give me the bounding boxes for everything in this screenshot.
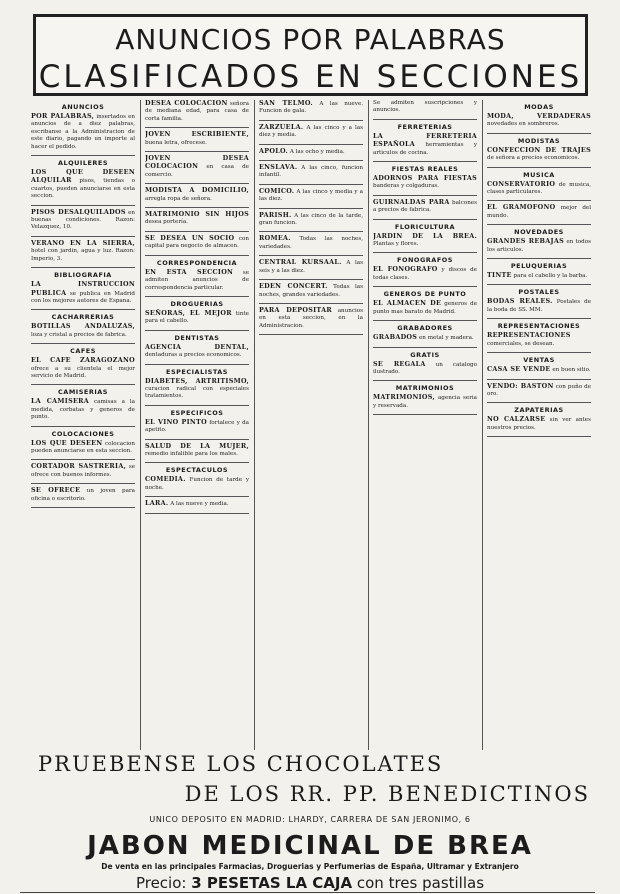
ad-text: insertados en anuncios de a diez palabras, escribanse a la Administracion de este diario, pagando un importe al hacer el pedido. xyxy=(31,114,135,150)
section-heading: CAFES xyxy=(70,347,96,356)
section-heading: ANUNCIOS xyxy=(61,103,105,111)
ad-separator xyxy=(145,496,249,497)
deposito-line: UNICO DEPOSITO EN MADRID: LHARDY, CARRERA DE SAN JERONIMO, 6 xyxy=(149,815,471,824)
ad-headline: EL FONOGRAFO xyxy=(373,265,438,274)
section-heading: ESPECTACULOS xyxy=(165,466,229,475)
classified-ad xyxy=(145,310,249,326)
ad-headline: MODA, VERDADERAS xyxy=(487,112,591,120)
section-heading: BIBLIOGRAFIA xyxy=(54,271,112,280)
chocolates-headline-1: PRUEBENSE LOS CHOCOLATES xyxy=(38,752,444,776)
ad-headline: APOLO. xyxy=(259,146,289,155)
ad-column xyxy=(487,100,591,750)
section-heading: VENTAS xyxy=(523,356,555,365)
ad-text: de musica, clases particulares. xyxy=(487,181,591,196)
ad-headline: EL ALMACEN DE xyxy=(373,299,442,308)
ad-text: A las ocho y media. xyxy=(289,148,345,155)
ad-headline: POR PALABRAS, xyxy=(31,112,95,120)
section-heading: POSTALES xyxy=(518,288,560,297)
ad-text: Postales de la boda de SS. MM. xyxy=(487,299,591,313)
ad-text: en buenas condiciones. Razon: Velazquez, 10. xyxy=(31,209,135,231)
classified-ad xyxy=(145,419,249,435)
ad-text: mejor del mundo. xyxy=(487,205,591,219)
classified-ad xyxy=(145,235,249,251)
ad-columns xyxy=(31,100,591,750)
ad-headline: LARA. xyxy=(145,499,169,508)
ad-headline: ZARZUELA. xyxy=(259,122,304,131)
ad-headline: EL GRAMOFONO xyxy=(487,203,556,212)
classified-ad xyxy=(259,100,363,116)
ad-separator xyxy=(487,352,591,353)
section-heading: MODISTAS xyxy=(517,136,561,145)
ad-headline: JARDIN DE LA BREA. xyxy=(373,231,477,240)
ad-text: Plantas y flores. xyxy=(373,241,419,248)
ad-separator xyxy=(259,334,363,335)
classified-ad xyxy=(259,188,363,204)
ad-text: camisas a la medida, corbatas y generos de punto. xyxy=(31,399,135,421)
section-heading: FIESTAS REALES xyxy=(391,165,459,174)
column-rule xyxy=(482,100,483,750)
ad-separator xyxy=(31,459,135,460)
ad-separator xyxy=(487,379,591,380)
ad-text: loza y cristal a precios de fabrica. xyxy=(31,331,127,338)
section-heading: ESPECIFICOS xyxy=(170,408,224,417)
ad-headline: SALUD DE LA MUJER, xyxy=(145,441,249,450)
ad-separator xyxy=(31,343,135,344)
ad-text: se admiten anuncios de correspondencia particular. xyxy=(145,269,249,291)
ad-headline: NO CALZARSE xyxy=(487,415,546,424)
ad-text: señora de mediana edad, para casa de corta familia. xyxy=(145,101,249,122)
ad-separator xyxy=(31,309,135,310)
classified-ad xyxy=(487,204,591,220)
classified-ad xyxy=(373,100,477,115)
classified-ad xyxy=(145,211,249,227)
ad-headline: ENSLAVA. xyxy=(259,163,298,172)
section-heading: FONOGRAFOS xyxy=(397,256,453,265)
ad-headline: CORTADOR SASTRERIA, xyxy=(31,462,127,471)
ad-text: buena letra, ofrecese. xyxy=(145,139,207,146)
ad-text: A las cinco, funcion infantil. xyxy=(259,165,363,179)
ad-separator xyxy=(487,258,591,259)
ad-separator xyxy=(145,183,249,184)
ad-text: A las cinco de la tarde, gran funcion. xyxy=(259,212,363,227)
classified-ad xyxy=(145,155,249,179)
ad-separator xyxy=(145,364,249,365)
ad-text: de señora a precios economicos. xyxy=(487,155,580,162)
ad-separator xyxy=(145,127,249,128)
ad-headline: JOVEN DESEA COLOCACION xyxy=(145,154,249,171)
ad-text: colocacion pueden anunciarse en esta seccion. xyxy=(31,440,135,454)
column-rule xyxy=(140,100,141,750)
ad-text: un joven para oficina o escritorio. xyxy=(31,488,135,502)
classified-ad xyxy=(373,266,477,282)
ad-headline: MATRIMONIOS, xyxy=(373,393,435,402)
ad-separator xyxy=(259,120,363,121)
chocolates-headline-2: DE LOS RR. PP. BENEDICTINOS xyxy=(184,782,590,806)
ad-headline: DESEA COLOCACION xyxy=(145,100,228,107)
precio-prefix: Precio: xyxy=(135,874,187,892)
section-heading: GRABADORES xyxy=(397,324,453,333)
classified-ad xyxy=(259,283,363,299)
ad-text: con puño de oro. xyxy=(487,383,591,397)
ad-separator xyxy=(259,160,363,161)
ad-column xyxy=(31,100,135,750)
precio-line xyxy=(0,874,620,892)
section-heading: FLORICULTURA xyxy=(394,222,456,231)
ad-text: novedades en sombreros. xyxy=(487,121,560,128)
ad-text: hotel con jardin, agua y luz. Razon: Imperio, 3. xyxy=(31,248,135,262)
section-heading: PELUQUERIAS xyxy=(510,262,568,271)
ad-separator xyxy=(373,347,477,348)
ad-headline: LA FERRETERIA ESPAÑOLA xyxy=(373,131,477,149)
ad-text: un catalogo ilustrado. xyxy=(373,361,477,375)
ad-text: banderas y colgaduras. xyxy=(373,183,440,190)
ad-separator xyxy=(373,286,477,287)
ad-text: A las cinco y media y a las diez. xyxy=(259,188,363,203)
section-heading: DROGUERIAS xyxy=(170,299,224,308)
ad-headline: COMICO. xyxy=(259,186,295,195)
classified-ad xyxy=(487,272,591,280)
ad-headline: SE REGALA xyxy=(373,359,426,368)
classified-ad xyxy=(373,300,477,316)
classified-ad xyxy=(487,238,591,254)
classified-ad xyxy=(259,259,363,275)
classified-ad xyxy=(31,169,135,201)
ad-column xyxy=(145,100,249,750)
classified-ad xyxy=(487,147,591,163)
ad-separator xyxy=(259,144,363,145)
ad-headline: PARISH. xyxy=(259,210,292,219)
ad-text: en casa de comercio. xyxy=(145,164,249,178)
classified-ad xyxy=(31,323,135,339)
ad-separator xyxy=(487,318,591,319)
classified-ad xyxy=(487,181,591,197)
classified-ad xyxy=(487,332,591,348)
classified-ad xyxy=(259,212,363,228)
ad-separator xyxy=(373,380,477,381)
ad-headline: BOTILLAS ANDALUZAS, xyxy=(31,322,135,331)
ad-headline: AGENCIA DENTAL, xyxy=(145,342,249,351)
section-heading: CACHARRERIAS xyxy=(51,313,115,322)
ad-text: sin ver antes nuestros precios. xyxy=(487,417,591,431)
header-box xyxy=(33,14,588,96)
section-heading: NOVEDADES xyxy=(514,228,564,237)
ad-headline: EN ESTA SECCION xyxy=(145,267,234,276)
ad-text: agencia seria y reservada. xyxy=(373,395,477,409)
ad-headline: DIABETES, ARTRITISMO, xyxy=(145,376,249,385)
ad-headline: LOS QUE DESEEN xyxy=(31,438,103,447)
classified-ad xyxy=(31,463,135,479)
classified-ad xyxy=(259,124,363,140)
ad-separator xyxy=(145,151,249,152)
ad-headline: CONFECCION DE TRAJES xyxy=(487,145,591,154)
section-heading: MODAS xyxy=(524,103,554,111)
bottom-rule xyxy=(20,892,595,893)
ad-headline: COMEDIA. xyxy=(145,475,186,484)
ad-headline: JOVEN ESCRIBIENTE, xyxy=(145,130,249,139)
ad-headline: EL VINO PINTO xyxy=(145,417,207,426)
classified-ad xyxy=(259,235,363,251)
ad-headline: REPRESENTACIONES xyxy=(487,331,571,340)
ad-text: Funcion de tarde y noche. xyxy=(145,477,249,491)
ad-separator xyxy=(373,119,477,120)
ad-separator xyxy=(487,224,591,225)
ad-headline: CONSERVATORIO xyxy=(487,179,556,188)
ad-headline: GUIRNALDAS PARA xyxy=(373,197,450,206)
ad-text: Se admiten suscripciones y anuncios. xyxy=(373,100,477,114)
ad-headline: LA CAMISERA xyxy=(31,397,90,406)
ad-headline: SEÑORAS, EL MEJOR xyxy=(145,308,232,317)
section-heading: ALQUILERES xyxy=(57,159,109,168)
ad-separator xyxy=(31,155,135,156)
ad-column xyxy=(373,100,477,750)
classified-ad xyxy=(487,416,591,432)
classified-ad xyxy=(259,307,363,330)
ad-headline: GRABADOS xyxy=(373,333,418,342)
classified-ad xyxy=(373,175,477,191)
column-rule xyxy=(368,100,369,750)
ad-separator xyxy=(31,426,135,427)
ad-separator xyxy=(487,402,591,403)
ad-separator xyxy=(373,219,477,220)
ad-separator xyxy=(373,414,477,415)
classified-ad xyxy=(145,378,249,401)
classified-ad xyxy=(145,269,249,292)
precio-main: 3 PESETAS LA CAJA xyxy=(191,874,353,892)
ad-separator xyxy=(31,384,135,385)
ad-text: A las nueve. Funcion de gala. xyxy=(259,101,363,115)
section-heading: COLOCACIONES xyxy=(51,429,115,438)
section-heading: MATRIMONIOS xyxy=(395,384,455,393)
ad-headline: ROMEA. xyxy=(259,234,291,243)
ad-separator xyxy=(259,255,363,256)
classified-ad xyxy=(487,366,591,374)
ad-separator xyxy=(145,405,249,406)
column-rule xyxy=(254,100,255,750)
ad-separator xyxy=(373,161,477,162)
classified-ad xyxy=(373,199,477,215)
ad-separator xyxy=(487,167,591,168)
ad-headline: TINTE xyxy=(487,271,512,280)
header-subtitle: CLASIFICADOS EN SECCIONES xyxy=(38,59,583,95)
classified-ad xyxy=(31,209,135,232)
ad-headline: LOS QUE DESEEN ALQUILAR xyxy=(31,168,135,185)
ad-text: herramientas y articulos de cocina. xyxy=(373,142,477,156)
ad-headline: EL CAFE ZARAGOZANO xyxy=(31,356,135,365)
ad-separator xyxy=(145,330,249,331)
ad-headline: VERANO EN LA SIERRA, xyxy=(31,238,135,247)
ad-separator xyxy=(487,284,591,285)
ad-text: pisos, tiendas o cuartos, pueden anunciarse en esta seccion. xyxy=(31,178,135,200)
ad-text: se publica en Madrid con los mejores autores de Espana. xyxy=(31,290,135,304)
ad-separator xyxy=(145,439,249,440)
ad-separator xyxy=(373,320,477,321)
classified-ad xyxy=(145,344,249,360)
ad-headline: CENTRAL KURSAAL. xyxy=(259,258,342,267)
classified-ad xyxy=(259,148,363,156)
ad-text: ofrece a su clientela el mejor servicio de Madrid. xyxy=(31,365,135,379)
ad-text: con capital para negocio de almacen. xyxy=(145,235,249,250)
classified-ad xyxy=(31,240,135,263)
ad-text: Todas las noches, variedades. xyxy=(259,236,363,250)
ad-headline: GRANDES REBAJAS xyxy=(487,237,564,246)
ad-separator xyxy=(487,133,591,134)
classified-ad xyxy=(31,281,135,305)
ad-headline: VENDO: BASTON xyxy=(487,381,554,390)
ad-text: remedio infalible para los males. xyxy=(145,450,238,457)
ad-headline: CASA SE VENDE xyxy=(487,365,551,374)
ad-text: comerciales, se desean. xyxy=(487,340,555,347)
ad-text: balcones a precios de fabrica. xyxy=(373,199,477,214)
section-heading: REPRESENTACIONES xyxy=(497,322,581,331)
classified-ad xyxy=(145,131,249,147)
ad-text: en buen sitio. xyxy=(552,367,591,374)
classified-ad xyxy=(373,133,477,157)
ad-text: arregla ropa de señora. xyxy=(145,195,212,202)
section-heading: GRATIS xyxy=(410,350,440,359)
classified-ad xyxy=(31,113,135,151)
ad-separator xyxy=(145,231,249,232)
ad-separator xyxy=(259,303,363,304)
ad-text: A las cinco y a las diez y media. xyxy=(259,124,363,139)
ad-text: generos de punto mas barato de Madrid. xyxy=(373,301,477,315)
ad-headline: BODAS REALES. xyxy=(487,297,553,306)
venta-line: De venta en las principales Farmacias, Droguerias y Perfumerias de España, Ultramar y Extranjero xyxy=(101,862,519,871)
ad-separator xyxy=(31,483,135,484)
ad-separator xyxy=(31,236,135,237)
ad-text: se ofrece con buenos informes. xyxy=(31,464,135,478)
ad-separator xyxy=(259,208,363,209)
classified-ad xyxy=(373,361,477,377)
section-heading: GENEROS DE PUNTO xyxy=(383,290,467,299)
classified-ad xyxy=(31,487,135,503)
jabon-headline: JABON MEDICINAL DE BREA xyxy=(87,831,533,861)
ad-separator xyxy=(487,200,591,201)
classified-ad xyxy=(145,187,249,203)
ad-headline: MATRIMONIO SIN HIJOS xyxy=(145,210,249,219)
classified-ad xyxy=(145,100,249,123)
ad-headline: PARA DEPOSITAR xyxy=(259,305,332,314)
section-heading: ZAPATERIAS xyxy=(514,406,564,415)
ad-separator xyxy=(487,436,591,437)
section-heading: CAMISERIAS xyxy=(58,388,108,397)
ad-headline: PISOS DESALQUILADOS xyxy=(31,207,126,216)
ad-separator xyxy=(145,462,249,463)
classified-ad xyxy=(31,398,135,421)
classified-ad xyxy=(31,357,135,380)
ad-column xyxy=(259,100,363,750)
ad-separator xyxy=(373,252,477,253)
ad-headline: SE OFRECE xyxy=(31,486,81,495)
ad-text: A las seis y a las diez. xyxy=(259,260,363,274)
ad-separator xyxy=(373,195,477,196)
ad-text: desea portería. xyxy=(145,219,188,226)
ad-headline: SE DESEA UN SOCIO xyxy=(145,233,235,242)
ad-headline: LA INSTRUCCION PUBLICA xyxy=(31,280,135,297)
classified-ad xyxy=(487,113,591,129)
classified-ad xyxy=(487,298,591,314)
ad-text: anuncios en esta seccion, en la Administracion. xyxy=(259,307,363,329)
ad-text: Todas las noches, grandes variedades. xyxy=(259,284,363,298)
ad-separator xyxy=(145,255,249,256)
ad-headline: EDEN CONCERT. xyxy=(259,282,328,291)
ad-text: en todos los articulos. xyxy=(487,239,591,253)
ad-separator xyxy=(145,207,249,208)
ad-text: A las nueve y media. xyxy=(170,501,229,508)
section-heading: DENTISTAS xyxy=(174,333,220,342)
ad-separator xyxy=(259,231,363,232)
ad-text: fortalece y da apetito. xyxy=(145,419,249,434)
ad-headline: SAN TELMO. xyxy=(259,100,313,107)
ad-separator xyxy=(145,296,249,297)
section-heading: ESPECIALISTAS xyxy=(166,367,228,376)
classified-ad xyxy=(145,476,249,492)
ad-separator xyxy=(31,205,135,206)
classified-ad xyxy=(487,383,591,399)
section-heading: MUSICA xyxy=(523,170,555,179)
classified-ad xyxy=(145,500,249,508)
section-heading: FERRETERIAS xyxy=(397,122,453,131)
classified-ad xyxy=(373,233,477,249)
classified-ad xyxy=(145,443,249,459)
ad-text: y discos de todas clases. xyxy=(373,267,477,281)
ad-text: dentaduras a precios economicos. xyxy=(145,352,242,359)
classified-ad xyxy=(373,334,477,342)
ad-text: curacion radical con especiales tratamientos. xyxy=(145,385,249,400)
ad-separator xyxy=(259,279,363,280)
classified-ad xyxy=(373,394,477,410)
ad-separator xyxy=(259,184,363,185)
ad-text: en metal y madera. xyxy=(419,335,474,342)
classified-ad xyxy=(31,440,135,456)
ad-separator xyxy=(31,507,135,508)
ad-text: tinte para el cabello. xyxy=(145,310,249,325)
classified-ad xyxy=(259,164,363,180)
precio-suffix: con tres pastillas xyxy=(356,874,485,892)
ad-text: para el cabello y la barba. xyxy=(513,273,588,280)
ad-separator xyxy=(31,267,135,268)
ad-headline: MODISTA A DOMICILIO, xyxy=(145,186,249,195)
ad-separator xyxy=(145,513,249,514)
header-title: ANUNCIOS POR PALABRAS xyxy=(115,23,506,56)
ad-headline: ADORNOS PARA FIESTAS xyxy=(373,174,477,183)
section-heading: CORRESPONDENCIA xyxy=(156,258,238,267)
